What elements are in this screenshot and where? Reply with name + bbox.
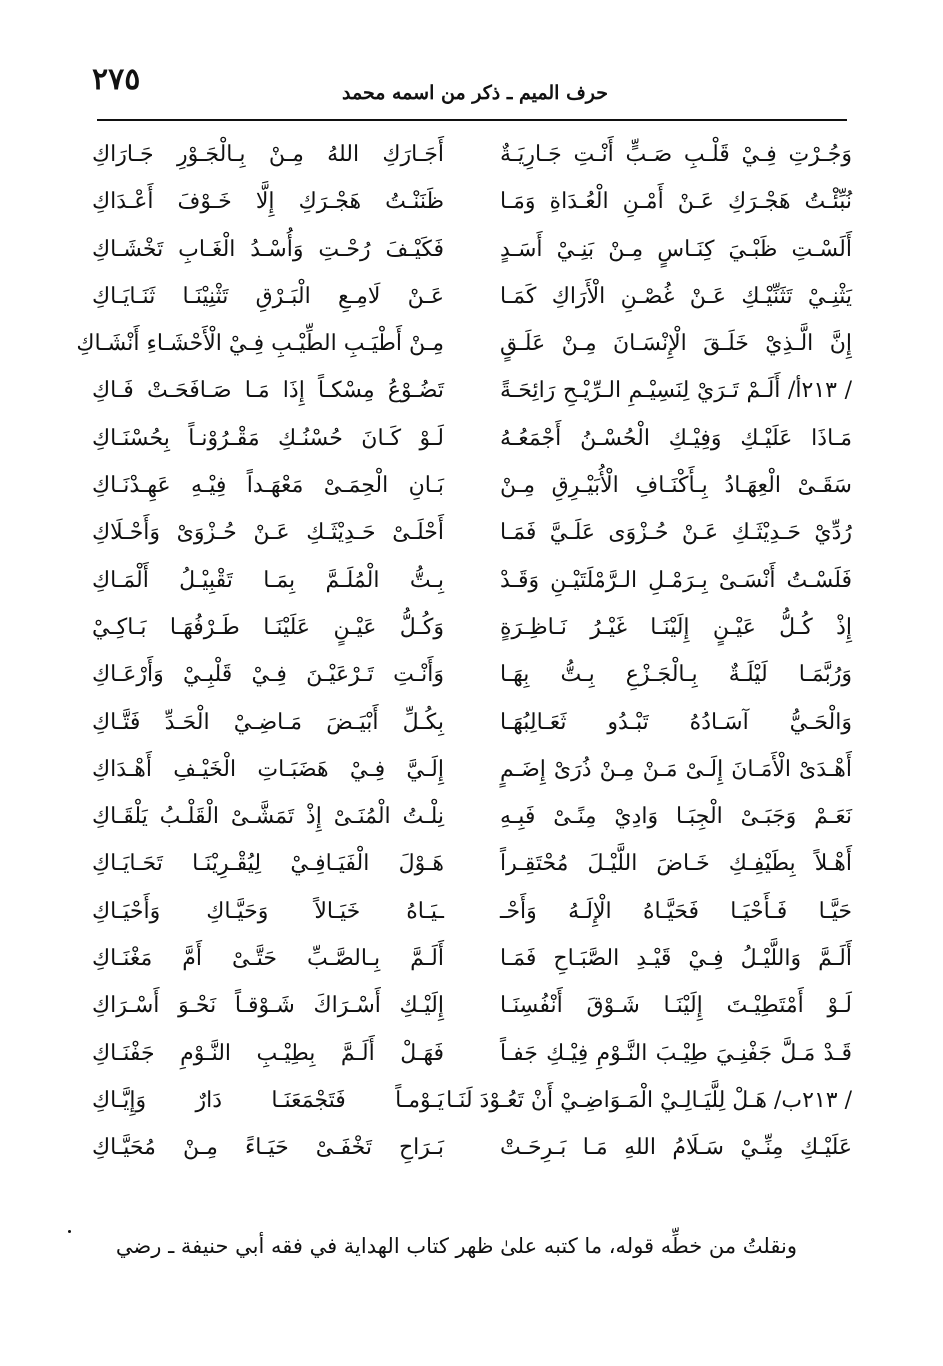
verse-second-hemistich: أَلَـمَّ بِـالصَّـبِّ حَتَّـىْ أَمَّ مَغْنَـاكِ	[92, 946, 444, 972]
verse-second-hemistich: أَجَـارَكِ اللهُ مِـنْ بِـالْجَـوْرِ جَـارَاكِ	[92, 142, 444, 167]
verse	[92, 1029, 852, 1076]
verse-first-hemistich: وَجُـرْتِ فِـيْ قَلْـبِ صَـبٍّ أَنْـتِ جَـارِيَـةٌ	[500, 142, 852, 167]
verse	[92, 366, 852, 413]
verse	[92, 698, 852, 745]
verse-first-hemistich: لَـوْ أَمْتَطِيْـتَ إِلَيْنَـا شَـوْقَ أَنْفُسِنَـا	[500, 993, 852, 1019]
verse-first-hemistich: / ٢١٣ب/ هَـلْ لِلَّيَـالِـيْ الْمَـوَاضِـيْ أَنْ تَعُـوْدَ لَنَـا	[446, 1087, 852, 1113]
verse	[92, 1076, 852, 1123]
verse	[92, 508, 852, 555]
page-number: ٢٧٥	[92, 62, 141, 97]
verse-second-hemistich: ظَنَنْـتُ هَجْـرَكِ إِلَّا خَـوْفَ أَعْـدَاكِ	[92, 189, 444, 215]
verse-first-hemistich: وَرُبَّمَـا لَيْلَـةٌ بِـالْجَـزْعِ بِـتُّ بِهَـا	[500, 662, 852, 688]
verse	[92, 177, 852, 224]
verse	[92, 603, 852, 650]
verse-first-hemistich: نَعَـمْ وَجَبَـىْ الْجِبَـا وَادِيْ مِنًـىْ فَبِـهِ	[500, 804, 852, 830]
verse-first-hemistich: مَـاذَا عَلَيْـكِ وَفِيْـكِ الْحُسْـنُ أَجْمَعُـهُ	[500, 425, 852, 451]
verse	[92, 1123, 852, 1170]
verse	[92, 130, 852, 177]
verse	[92, 745, 852, 792]
verse-first-hemistich: رُدِّيْ حَـدِيْثَـكِ عَـنْ حُـزْوَى عَلَـيَّ فَمَـا	[500, 520, 852, 546]
prose-line: ونقلتُ من خطِّه قوله، ما كتبه علىٰ ظهر كتاب الهداية في فقه أبي حنيفة ـ رضي	[115, 1234, 797, 1258]
verse-first-hemistich: حَيَّـا فَـأَحْيَـا فَحَيَّـاهُ الْإِلَـهُ وَأَحْـ	[500, 898, 852, 924]
verse	[92, 414, 852, 461]
verse-second-hemistich: ـيَـاهُ خَيَـالاً وَحَيَّـاكِ وَأَحْيَـاكِ	[92, 898, 444, 924]
verse-second-hemistich: أَحْلَـىْ حَـدِيْثَـكِ عَـنْ حُـزْوَىْ وَأَحْـلَاكِ	[92, 520, 444, 546]
verse-second-hemistich: بَـانِ الْحِمَـىْ مَعْهَـداً فِيْـهِ عَهِـدْنَـاكِ	[92, 473, 444, 499]
verse-first-hemistich: / ٢١٣أ/ أَلَـمْ تَـرَيْ لِنَسِيْـمِ الـرِّيْـحِ رَائِحَـةً	[500, 378, 852, 404]
verse-first-hemistich: أَلَسْـتِ ظَبْـيَ كِنَـاسٍ مِـنْ بَنِـيْ أَسَـدٍ	[500, 236, 852, 262]
verse-first-hemistich: أَلَـمَّ وَاللَّيْـلُ فِـيْ قَيْـدِ الصَّبَـاحِ فَمَـا	[500, 946, 852, 972]
verse	[92, 839, 852, 886]
verse	[92, 981, 852, 1028]
verse-first-hemistich: إِذْ كُـلُّ عَيْـنٍ إِلَيْنَـا غَيْـرُ نَـاظِـرَةٍ	[500, 614, 852, 640]
verse	[92, 556, 852, 603]
verse-second-hemistich: فَكَيْـفَ رُحْـتِ وَأُسْـدُ الْغَـابِ تَخْشَـاكِ	[92, 236, 444, 262]
verse-first-hemistich: إِنَّ الَّـذِيْ خَلَـقَ الْإِنْسَـانَ مِـنْ عَلَـقٍ	[500, 331, 852, 357]
verse-first-hemistich: أَهْـدَىْ الْأَمَـانَ إِلَـىْ مَـنْ مِـنْ ذُرَىْ إِضَـمٍ	[500, 756, 852, 782]
verse-first-hemistich: نُبِّئْـتُ هَجْـرَكِ عَـنْ أَمْـنِ الْعُـدَاةِ وَمَـا	[500, 189, 852, 215]
verse	[92, 461, 852, 508]
verse-second-hemistich: مِـنْ أَطْيَـبِ الطِّيْـبِ فِـيْ الْأَحْشَـاءِ أَنْشَـاكِ	[76, 331, 444, 357]
verse-second-hemistich: هَـوْلَ الْفَيَـافِـيْ لِيُقْـرِيْنَـا تَحَـايَـاكِ	[92, 851, 444, 877]
verse	[92, 887, 852, 934]
stray-dot	[68, 1230, 71, 1233]
verse	[92, 272, 852, 319]
verse	[92, 792, 852, 839]
running-title: حرف الميم ـ ذكر من اسمه محمد	[341, 82, 608, 104]
poem-verses	[76, 130, 852, 1171]
verse-second-hemistich: بِـتُّ الْمُلَـمَّ بِمَـا تَقْبِيْـلُ أَلْمَـاكِ	[92, 567, 444, 593]
verse-second-hemistich: إِلَيْـكِ أَسْـرَاكَ شَـوْقـاً نَحْـوَ أَسْـرَاكِ	[92, 993, 444, 1019]
verse-first-hemistich: فَلَسْـتُ أَنْسَـىْ بِـرَمْـلِ الـرَّمْلَتَيْـنِ وَقَـدْ	[500, 567, 852, 593]
verse	[92, 934, 852, 981]
verse	[76, 319, 852, 366]
verse-second-hemistich: تَضُـوْعُ مِسْكـاً إِذَا مَـا صَـافَحَـتْ فَـاكِ	[92, 378, 444, 404]
verse-second-hemistich: لَـوْ كَـانَ حُسْنُـكِ مَقْـرُوْنـاً بِحُسْنَـاكِ	[92, 425, 444, 451]
header-rule	[97, 119, 847, 121]
verse	[92, 225, 852, 272]
verse-first-hemistich: وَالْحَـيُّ آسَـادُهُ تَبْـدُو ثَعَـالِبُهَـا	[500, 709, 852, 735]
verse-second-hemistich: عَـنْ لَامِـعِ الْبَـرْقِ تَثْنِيْنَـا ثَنَـايَـاكِ	[92, 283, 444, 309]
verse-first-hemistich: سَقَـىْ الْعِهَـادُ بِـأَكْنَـافِ الْأُبَيْـرِقِ مِـنْ	[500, 473, 852, 499]
verse-second-hemistich: يَـوْمـاً فَتَجْمَعَنَـا دَارٌ وَإِيَّـاكِ	[92, 1087, 444, 1113]
verse-first-hemistich: أَهْـلاً بِطَيْفِـكِ خَـاضَ اللَّيْـلَ مُحْتَقِـراً	[500, 851, 852, 877]
verse-first-hemistich: يَثْنِـيْ تَثَنِّيْـكِ عَـنْ غُصْـنِ الْأَرَاكِ كَمَـا	[500, 283, 852, 309]
verse-first-hemistich: قَـدْ مَـلَّ جَفْنِـيَ طِيْـبَ النَّـوْمِ فِيْـكِ جَفـاً	[500, 1040, 852, 1066]
verse-first-hemistich: عَلَيْـكِ مِنِّـيْ سَـلَامُ اللهِ مَـا بَـرِحَـتْ	[500, 1135, 852, 1161]
verse-second-hemistich: نِلْـتُ الْمُنَـىْ إِذْ تَمَشَّـىْ الْقَلْـبُ يَلْقَـاكِ	[92, 804, 444, 830]
verse-second-hemistich: وَأَنْـتِ تَـرْعَيْـنَ فِـيْ قَلْبِـيْ وَأَرْعَـاكِ	[92, 662, 444, 688]
verse-second-hemistich: إِلَـيَّ فِـيْ هَضَبَـاتِ الْخَيْـفِ أَهْـدَاكِ	[92, 756, 444, 782]
verse-second-hemistich: فَهَـلْ أَلَـمَّ بِطِيْـبِ النَّـوْمِ جَفْنَـاكِ	[92, 1040, 444, 1066]
verse-second-hemistich: بِكُـلِّ أَبْيَـضَ مَـاضِـيْ الْحَـدِّ فَتَّـاكِ	[92, 709, 444, 735]
verse-second-hemistich: وَكُـلُّ عَيْـنٍ عَلَيْنَـا طَـرْفُهَـا بَـاكِـيْ	[92, 614, 444, 640]
verse	[92, 650, 852, 697]
verse-second-hemistich: بَـرَاحِ تَخْفَـىْ حَيَـاءً مِـنْ مُحَيَّـاكِ	[92, 1135, 444, 1161]
